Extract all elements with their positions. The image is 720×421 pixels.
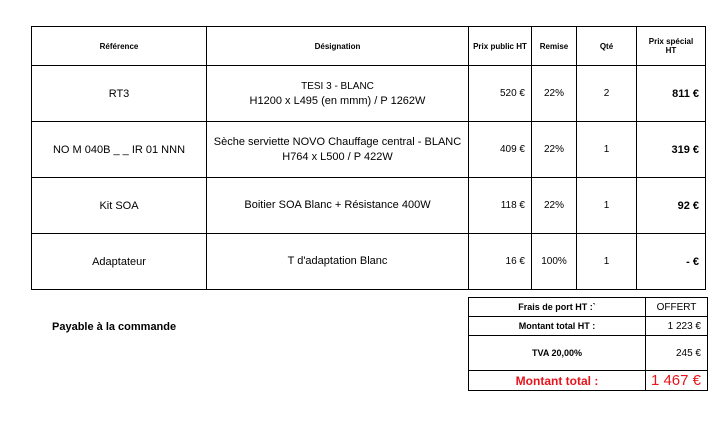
- cell-designation: [207, 234, 469, 290]
- payable-note: Payable à la commande: [52, 321, 177, 333]
- cell-designation: [207, 66, 469, 122]
- designation-line1: Sèche serviette NOVO Chauffage central - BLANC: [213, 135, 462, 148]
- total-label: Montant total :: [469, 371, 646, 391]
- designation-line1: T d'adaptation Blanc: [287, 255, 388, 267]
- cell-designation: [207, 178, 469, 234]
- totals-table: [468, 297, 708, 391]
- header-prix-special: [637, 27, 706, 66]
- header-qte: Qté: [577, 27, 637, 66]
- cell-reference: RT3: [32, 66, 207, 122]
- cell-prix-public: 409 €: [469, 122, 532, 178]
- cell-remise: 22%: [532, 66, 577, 122]
- tva-value: 245 €: [646, 336, 708, 371]
- designation-line1: Boitier SOA Blanc + Résistance 400W: [244, 199, 431, 211]
- cell-remise: 22%: [532, 122, 577, 178]
- header-reference: Référence: [32, 27, 207, 66]
- cell-remise: 22%: [532, 178, 577, 234]
- cell-prix-public: 118 €: [469, 178, 532, 234]
- header-prix-public: Prix public HT: [469, 27, 532, 66]
- cell-prix-special: - €: [637, 234, 706, 290]
- total-value: 1 467 €: [646, 371, 708, 391]
- cell-designation: [207, 122, 469, 178]
- totals-row-total: [469, 371, 708, 391]
- cell-qte: 1: [577, 122, 637, 178]
- cell-reference: Adaptateur: [32, 234, 207, 290]
- header-remise: Remise: [532, 27, 577, 66]
- header-prix-special-line2: HT: [665, 46, 677, 55]
- designation-line2: H764 x L500 / P 422W: [282, 150, 393, 163]
- montant-ht-value: 1 223 €: [646, 317, 708, 336]
- cell-prix-public: 16 €: [469, 234, 532, 290]
- frais-value: OFFERT: [646, 298, 708, 317]
- quote-table: [31, 26, 706, 290]
- totals-row-ht: [469, 317, 708, 336]
- totals-row-frais: [469, 298, 708, 317]
- cell-qte: 1: [577, 178, 637, 234]
- cell-reference: Kit SOA: [32, 178, 207, 234]
- cell-remise: 100%: [532, 234, 577, 290]
- montant-ht-label: Montant total HT :: [469, 317, 646, 336]
- designation-line2: H1200 x L495 (en mmm) / P 1262W: [249, 94, 426, 107]
- cell-prix-special: 319 €: [637, 122, 706, 178]
- designation-line1: TESI 3 - BLANC: [301, 80, 374, 92]
- header-designation: Désignation: [207, 27, 469, 66]
- cell-qte: 2: [577, 66, 637, 122]
- cell-qte: 1: [577, 234, 637, 290]
- header-prix-special-line1: Prix spécial: [648, 37, 694, 46]
- totals-row-tva: [469, 336, 708, 371]
- table-row: [32, 234, 706, 290]
- cell-prix-special: 811 €: [637, 66, 706, 122]
- frais-label: Frais de port HT :`: [469, 298, 646, 317]
- table-row: [32, 122, 706, 178]
- cell-prix-special: 92 €: [637, 178, 706, 234]
- table-row: [32, 178, 706, 234]
- tva-label: TVA 20,00%: [469, 336, 646, 371]
- cell-prix-public: 520 €: [469, 66, 532, 122]
- table-header-row: [32, 27, 706, 66]
- table-row: [32, 66, 706, 122]
- cell-reference: NO M 040B _ _ IR 01 NNN: [32, 122, 207, 178]
